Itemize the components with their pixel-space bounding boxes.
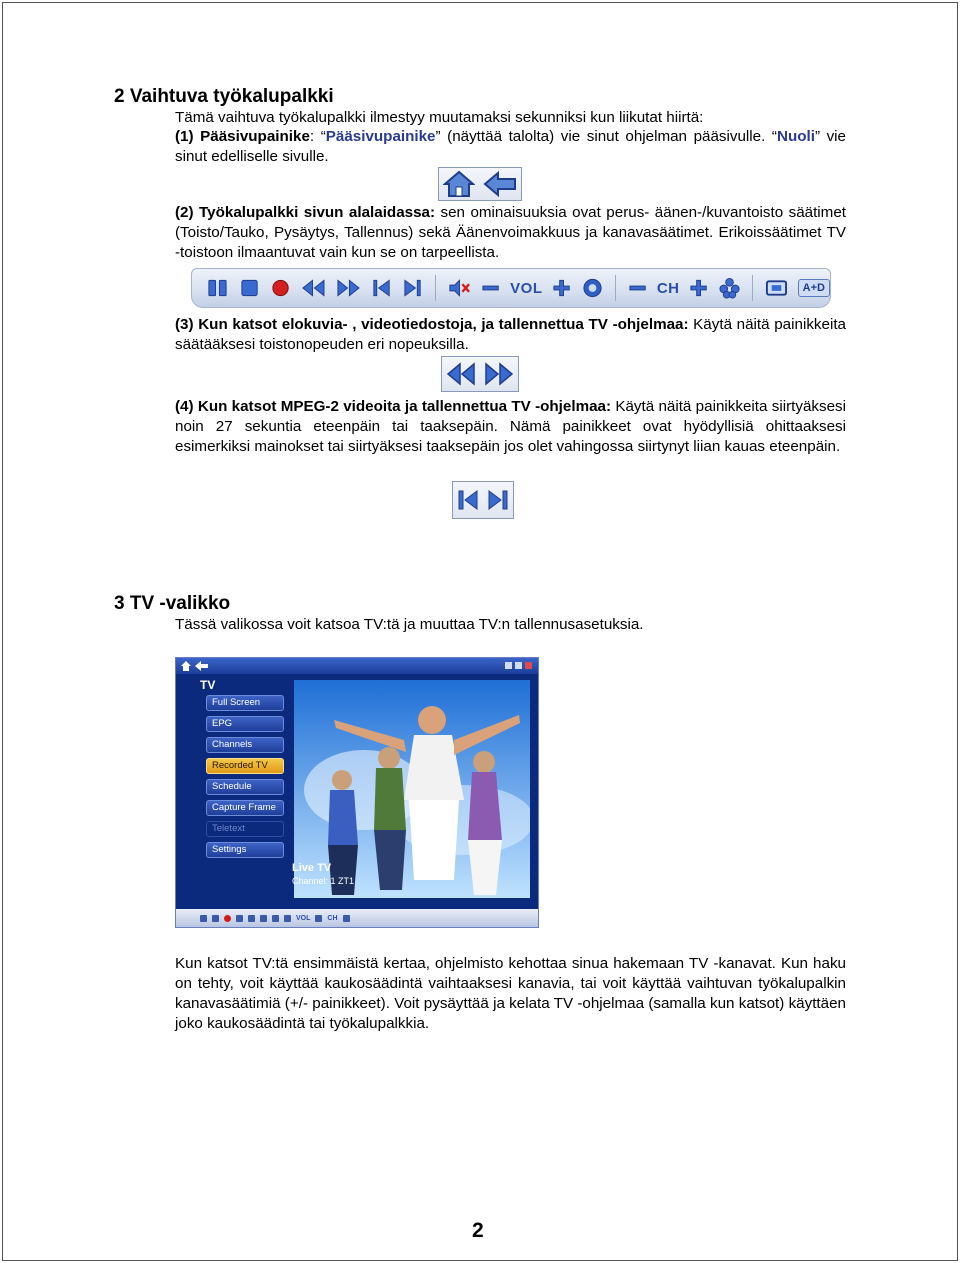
tv-title-bar	[176, 658, 538, 674]
volume-knob-icon	[582, 277, 603, 299]
mute-icon	[284, 915, 291, 922]
rewind-icon	[236, 915, 243, 922]
aspect-ratio-badge: A+D	[798, 279, 830, 297]
back-arrow-icon	[483, 171, 517, 197]
pause-icon	[200, 915, 207, 922]
live-tv-title: Live TV	[292, 862, 332, 874]
channel-plus-icon	[343, 915, 350, 922]
p1-quote-open: “	[320, 128, 326, 145]
skip-forward-icon	[486, 488, 510, 512]
skip-back-icon	[456, 488, 480, 512]
skip-forward-icon	[402, 278, 423, 298]
stop-icon	[212, 915, 219, 922]
channel-label: CH	[656, 279, 680, 297]
p3-text: Käytä näitä painikkeita säätääksesi toistonopeuden eri nopeuksilla.	[175, 316, 846, 353]
record-icon	[224, 915, 231, 922]
fullscreen-icon	[765, 278, 788, 298]
volume-label: VOL	[510, 279, 543, 297]
toolbar-separator	[752, 275, 753, 301]
volume-plus-icon	[315, 915, 322, 922]
paragraph-3	[175, 315, 846, 355]
home-button-term: Pääsivupainike	[325, 128, 436, 145]
mini-channel-label: CH	[327, 914, 338, 922]
p4-text: Käytä näitä painikkeita siirtyäksesi noin 27 sekuntia eteenpäin tai taaksepäin. Nämä painikkeet ovat hyödyllisiä ohittaaksesi esimerkiksi mainokset tai siirtyäksesi taaksepäin jos olet vahingossa siirtynyt liian kauas eteenpäin.	[175, 398, 846, 455]
record-icon	[270, 278, 291, 298]
rewind-icon	[446, 362, 476, 386]
p1-colon: :	[309, 128, 321, 145]
channel-plus-icon	[689, 278, 708, 298]
paragraph-2	[175, 203, 846, 263]
tv-menu-capture-frame: Capture Frame	[206, 800, 284, 816]
p2-text: sen ominaisuuksia ovat perus- äänen-/kuvantoisto säätimet (Toisto/Tauko, Pysäytys, Tallennus) sekä Äänenvoimakkuus ja kanavasäätimet. Erikoissäätimet TV -toistoon ilmaantuvat vain kun se on tarpeellista.	[175, 204, 847, 261]
p1-end: ” vie sinut edelliselle sivulle.	[175, 128, 846, 165]
skip-forward-icon	[272, 915, 279, 922]
tv-mini-toolbar	[176, 909, 538, 927]
page-number: 2	[472, 1219, 484, 1242]
fast-forward-icon	[248, 915, 255, 922]
tv-menu-full-screen: Full Screen	[206, 695, 284, 711]
home-icon	[443, 170, 475, 198]
channel-minus-icon	[628, 278, 647, 298]
section-3-paragraph: Kun katsot TV:tä ensimmäistä kertaa, ohjelmisto kehottaa sinua hakemaan TV -kanavat. Kun haku on tehty, voit käyttää kaukosäädintä vaihtaaksesi kanavia, tai voit käyttää vaihtuvan työkalupalkin kanavasäätimiä (+/- painikkeet). Voit pysäyttää ja kelata TV -ohjelmaa (samalla kun katsot) käyttäen joko kaukosäädintä tai työkalupalkkia.	[175, 955, 846, 1032]
paragraph-1	[175, 127, 846, 167]
fast-forward-icon	[336, 278, 361, 298]
p1-label: Pääsivupainike	[200, 128, 310, 145]
rewind-icon	[301, 278, 326, 298]
paragraph-4	[175, 397, 846, 457]
p1-num: (1)	[175, 128, 201, 145]
speed-buttons-image	[441, 356, 519, 392]
volume-minus-icon	[481, 278, 500, 298]
home-back-icons	[180, 660, 210, 672]
tv-menu-settings: Settings	[206, 842, 284, 858]
skip-back-icon	[371, 278, 392, 298]
skip-back-icon	[260, 915, 267, 922]
mini-volume-label: VOL	[296, 914, 311, 922]
tv-menu-teletext: Teletext	[206, 821, 284, 837]
p4-bold: (4) Kun katsot MPEG-2 videoita ja tallennettua TV -ohjelmaa:	[175, 398, 612, 415]
tv-menu-recorded-tv: Recorded TV	[206, 758, 284, 774]
section-2-title: 2 Vaihtuva työkalupalkki	[114, 86, 334, 107]
mute-icon	[448, 278, 471, 298]
tv-menu-screenshot	[175, 657, 539, 928]
tv-menu-channels: Channels	[206, 737, 284, 753]
p3-bold: (3) Kun katsot elokuvia- , videotiedostoja, ja tallennettua TV -ohjelmaa:	[175, 316, 689, 333]
fast-forward-icon	[484, 362, 514, 386]
tv-info-overlay	[292, 862, 354, 886]
channel-info: Channel: 1 ZT1	[292, 876, 355, 886]
volume-plus-icon	[552, 278, 571, 298]
tv-menu-title: TV	[200, 678, 216, 692]
arrow-term: Nuoli	[776, 128, 815, 145]
skip-buttons-image	[452, 481, 514, 519]
tv-menu-epg: EPG	[206, 716, 284, 732]
p1-mid: (näyttää talolta) vie sinut ohjelman pääsivulle. “	[440, 128, 777, 145]
section-3-title: 3 TV -valikko	[114, 593, 231, 614]
section-3-intro: Tässä valikossa voit katsoa TV:tä ja muuttaa TV:n tallennusasetuksia.	[175, 616, 644, 633]
home-back-buttons-image	[438, 167, 522, 201]
tv-menu-schedule: Schedule	[206, 779, 284, 795]
window-controls-icon	[504, 661, 534, 671]
stop-icon	[239, 278, 260, 298]
toolbar-separator	[435, 275, 436, 301]
section-2-intro: Tämä vaihtuva työkalupalkki ilmestyy muutamaksi sekunniksi kun liikutat hiirtä:	[175, 109, 704, 126]
pause-icon	[206, 278, 229, 298]
toolbar-separator	[615, 275, 616, 301]
favorite-channels-icon	[719, 277, 740, 299]
playback-toolbar-image	[191, 268, 831, 308]
p1-quote-close: ”	[435, 128, 441, 145]
p2-bold: (2) Työkalupalkki sivun alalaidassa:	[175, 204, 436, 221]
